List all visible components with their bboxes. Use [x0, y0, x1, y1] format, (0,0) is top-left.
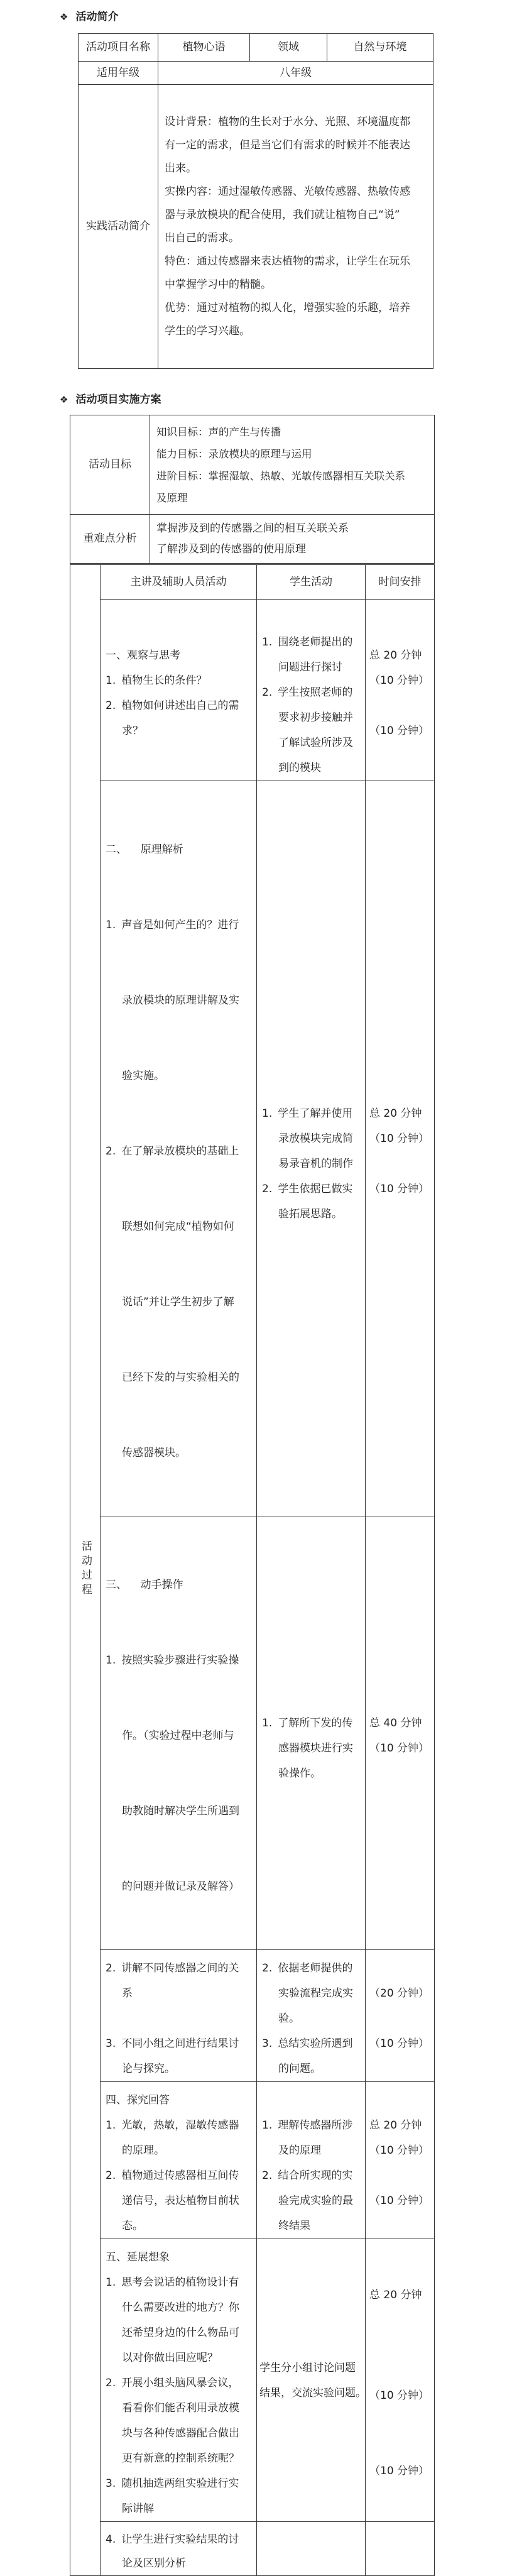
- list-item-cont: 论与探究。: [122, 2063, 175, 2075]
- list-item: 2. 植物通过传感器相互间传: [106, 2169, 239, 2182]
- list-item-cont: 到的模块: [278, 762, 321, 774]
- list-item-cont: 作。（实验过程中老师与: [122, 1729, 234, 1742]
- process-table: [70, 564, 435, 2576]
- list-item-cont: 易录音机的制作: [278, 1158, 353, 1170]
- time-total: 总 20 分钟: [369, 2119, 422, 2132]
- intro-line: 有一定的需求，但是当它们有需求的时候并不能表达: [165, 138, 410, 151]
- list-item-cont: 的问题并做记录及解答）: [122, 1880, 239, 1893]
- list-item-cont: 验拓展思路。: [278, 1208, 342, 1220]
- block3-student: [257, 1516, 366, 1950]
- section-heading-plan: [60, 395, 161, 405]
- list-item-cont: 问题进行探讨: [278, 661, 342, 674]
- block-title: 三、 动手操作: [106, 1579, 183, 1591]
- list-item: 1. 理解传感器所涉: [262, 2119, 353, 2132]
- intro-line: 实操内容：通过湿敏传感器、光敏传感器、热敏传感: [165, 185, 410, 198]
- list-item-cont: 什么需要改进的地方？你: [122, 2301, 239, 2314]
- header-student: 学生活动: [257, 565, 366, 600]
- block2-time: [366, 781, 435, 1516]
- list-item-cont: 录放模块完成简: [278, 1132, 353, 1145]
- block1-time: [366, 600, 435, 781]
- list-item-cont: 助教随时解决学生所遇到: [122, 1805, 239, 1817]
- list-item-cont: 了解试验所涉及: [278, 737, 353, 749]
- field-value: 自然与环境: [327, 34, 433, 62]
- list-item-cont: 块与各种传感器配合做出: [122, 2427, 239, 2440]
- block2-teacher: [101, 781, 257, 1516]
- block-title: 二、 原理解析: [106, 843, 183, 856]
- time-item: （10 分钟）: [369, 2389, 430, 2402]
- block2-student: [257, 781, 366, 1516]
- section-heading-intro: [60, 12, 118, 23]
- list-item: 2. 学生按照老师的: [262, 686, 353, 699]
- section-title: 活动简介: [75, 11, 119, 23]
- intro-line: 器与录放模块的配合使用，我们就让植物自己“说”: [165, 208, 400, 221]
- time-item: （20 分钟）: [369, 1987, 430, 2000]
- intro-line: 出自己的需求。: [165, 231, 239, 244]
- block5b-time: [366, 2522, 435, 2576]
- intro-line: 特色：通过传感器来表达植物的需求，让学生在玩乐: [165, 255, 410, 268]
- list-item-cont: 传感器模块。: [122, 1447, 186, 1459]
- key-points-label: 重难点分析: [70, 515, 150, 564]
- list-item-cont: 递信号，表达植物目前状: [122, 2195, 239, 2207]
- intro-line: 学生的学习兴趣。: [165, 324, 250, 337]
- process-label-cell: [70, 565, 101, 2576]
- grade-value: 八年级: [158, 62, 433, 85]
- block3-time: [366, 1516, 435, 1950]
- list-item: 1. 植物生长的条件？: [106, 674, 207, 687]
- block3-teacher: [101, 1516, 257, 1950]
- list-item-cont: 的原理。: [122, 2144, 165, 2157]
- goal-line: 进阶目标：掌握湿敏、热敏、光敏传感器相互关联关系: [156, 469, 405, 482]
- section-title: 活动项目实施方案: [75, 393, 161, 406]
- list-item-cont: 感器模块进行实: [278, 1742, 353, 1755]
- block4-time: [366, 2082, 435, 2239]
- block5-teacher: [101, 2239, 257, 2522]
- intro-label: 实践活动简介: [79, 85, 158, 369]
- time-item: （10 分钟）: [369, 2144, 430, 2157]
- list-item: 1. 了解所下发的传: [262, 1717, 353, 1729]
- block-title: 四、探究回答: [106, 2094, 170, 2107]
- block-title: 一、观察与思考: [106, 649, 180, 662]
- list-item: 2. 依据老师提供的: [262, 1962, 353, 1975]
- block5-student: [257, 2239, 366, 2522]
- time-item: （10 分钟）: [369, 1742, 430, 1755]
- intro-text: [158, 85, 433, 369]
- list-item: 1. 思考会说话的植物设计有: [106, 2276, 239, 2289]
- block1-student: [257, 600, 366, 781]
- list-item: 2. 学生依据已做实: [262, 1183, 353, 1195]
- process-label: 活动过程: [79, 1540, 92, 1598]
- key-line: 掌握涉及到的传感器之间的相互关联关系: [156, 522, 349, 535]
- list-item-cont: 态。: [122, 2220, 143, 2232]
- list-item-cont: 更有新意的控制系统呢？: [122, 2452, 239, 2465]
- list-item: 1. 声音是如何产生的？进行: [106, 919, 239, 931]
- block-title: 五、延展想象: [106, 2251, 170, 2264]
- list-item-cont: 以对你做出回应呢？: [122, 2352, 218, 2364]
- key-points-content: [150, 515, 435, 564]
- time-total: 总 20 分钟: [369, 649, 422, 662]
- list-item-cont: 的问题。: [278, 2063, 321, 2075]
- block4-teacher: [101, 2082, 257, 2239]
- goals-table: [70, 415, 435, 564]
- time-item: （10 分钟）: [369, 724, 430, 737]
- diamond-bullet-icon: ❖: [60, 11, 68, 23]
- intro-line: 设计背景：植物的生长对于水分、光照、环境温度都: [165, 115, 410, 128]
- header-teacher: 主讲及辅助人员活动: [101, 565, 257, 600]
- key-line: 了解涉及到的传感器的使用原理: [156, 542, 306, 556]
- time-item: （10 分钟）: [369, 2195, 430, 2207]
- intro-line: 中掌握学习中的精髓。: [165, 278, 271, 291]
- field-label: 领域: [250, 34, 327, 62]
- list-item: 1. 按照实验步骤进行实验操: [106, 1654, 239, 1667]
- intro-table: [78, 33, 433, 369]
- block3b-teacher: [101, 1950, 257, 2082]
- block5b-student: [257, 2522, 366, 2576]
- time-total: 总 20 分钟: [369, 2289, 422, 2301]
- header-time: 时间安排: [366, 565, 435, 600]
- list-item-cont: 说话”并让学生初步了解: [122, 1296, 234, 1308]
- list-item-cont: 际讲解: [122, 2502, 154, 2515]
- diamond-bullet-icon: ❖: [60, 394, 68, 405]
- list-item-cont: 已经下发的与实验相关的: [122, 1371, 239, 1384]
- list-item-cont: 还希望身边的什么物品可: [122, 2327, 239, 2339]
- list-item: 2. 在了解录放模块的基础上: [106, 1145, 239, 1158]
- time-item: （10 分钟）: [369, 1132, 430, 1145]
- student-text: 结果，交流实验问题。: [259, 2386, 366, 2399]
- list-item: 2. 开展小组头脑风暴会议，: [106, 2377, 239, 2389]
- block4-student: [257, 2082, 366, 2239]
- list-item: 4. 让学生进行实验结果的讨: [106, 2533, 239, 2546]
- list-item-cont: 系: [122, 1987, 133, 2000]
- time-total: 总 40 分钟: [369, 1717, 422, 1729]
- list-item-cont: 实验流程完成实: [278, 1987, 353, 2000]
- list-item-cont: 录放模块的原理讲解及实: [122, 994, 239, 1007]
- list-item: 1. 学生了解并使用: [262, 1107, 353, 1120]
- list-item: 1. 光敏，热敏，湿敏传感器: [106, 2119, 239, 2132]
- block5-time: [366, 2239, 435, 2522]
- time-item: （10 分钟）: [369, 2465, 430, 2477]
- time-item: （10 分钟）: [369, 674, 430, 687]
- list-item-cont: 论及区别分析: [122, 2557, 186, 2570]
- time-item: （10 分钟）: [369, 1183, 430, 1195]
- block1-teacher: [101, 600, 257, 781]
- goal-line: 及原理: [156, 491, 188, 504]
- list-item: 2. 结合所实现的实: [262, 2169, 353, 2182]
- list-item: 1. 围绕老师提出的: [262, 636, 353, 649]
- goal-line: 能力目标：录放模块的原理与运用: [156, 447, 312, 460]
- intro-line: 出来。: [165, 162, 197, 175]
- list-item: 2. 植物如何讲述出自己的需: [106, 699, 239, 712]
- block5b-teacher: [101, 2522, 257, 2576]
- list-item-cont: 要求初步接触并: [278, 711, 353, 724]
- list-item-cont: 验操作。: [278, 1767, 321, 1780]
- time-item: （10 分钟）: [369, 2037, 430, 2050]
- list-item-cont: 验实施。: [122, 1070, 165, 1082]
- list-item: 3. 总结实验所遇到: [262, 2037, 353, 2050]
- goal-label: 活动目标: [70, 415, 150, 515]
- list-item-cont: 验。: [278, 2012, 300, 2025]
- grade-label: 适用年级: [79, 62, 158, 85]
- student-text: 学生分小组讨论问题: [259, 2361, 356, 2374]
- goal-content: [150, 415, 435, 515]
- time-total: 总 20 分钟: [369, 1107, 422, 1120]
- list-item: 3. 随机抽选两组实验进行实: [106, 2477, 239, 2490]
- project-name-value: 植物心语: [158, 34, 250, 62]
- list-item-cont: 联想如何完成“植物如何: [122, 1220, 234, 1233]
- block3b-student: [257, 1950, 366, 2082]
- list-item-cont: 看看你们能否利用录放模: [122, 2402, 239, 2414]
- intro-line: 优势：通过对植物的拟人化，增强实验的乐趣，培养: [165, 301, 410, 314]
- list-item-cont: 及的原理: [278, 2144, 321, 2157]
- project-name-label: 活动项目名称: [79, 34, 158, 62]
- goal-line: 知识目标：声的产生与传播: [156, 425, 281, 438]
- list-item: 2. 讲解不同传感器之间的关: [106, 1962, 239, 1975]
- list-item: 3. 不同小组之间进行结果讨: [106, 2037, 239, 2050]
- list-item-cont: 验完成实验的最: [278, 2195, 353, 2207]
- list-item-cont: 求？: [122, 724, 143, 737]
- list-item-cont: 终结果: [278, 2220, 310, 2232]
- block3b-time: [366, 1950, 435, 2082]
